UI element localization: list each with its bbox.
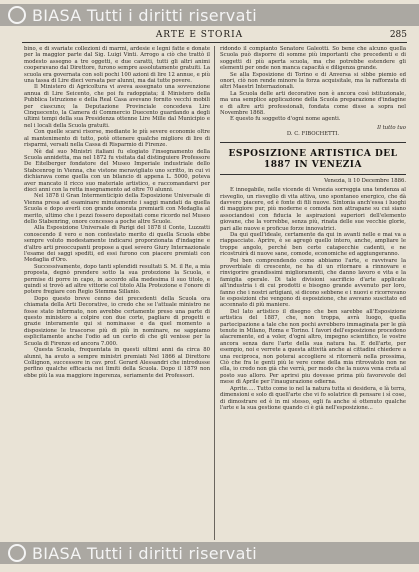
right-column [220, 46, 406, 542]
author-signature: D. C. FIBOCHETTI. [286, 131, 340, 138]
column-divider [214, 46, 215, 540]
signature-lead: Il tutto tuo [377, 124, 406, 131]
paragraph: Il Ministero di Agricoltura vi aveva assegnato una sovvenzione annua di Lire Seicento, che poi fu radoppiata; il Ministero della Pubblica Istruzione e della Real Casa avevano fornito vecchi mobili per ciascuno; la Deputazione Provinciale concedeva Lire Cinquecento, la Camera di Commercio Duecento guardando a degli ultimi tempi della sua Presidenza ottenne Lire Mille dal Municipio e nel i locali della Scuola gratuiti. [24, 84, 210, 129]
paragraph: Nel 1878 il Gran Intermenticipio della Esposizione Universale di Vienna presa ad esaminare minutamente i saggi mandati da quella Scuola e dopo averli con grande onorata premiarli con Medaglia al merito, ultimo che i pezzi fossero depositati come ricordo nel Museo dello Stabenring, onore concesso a poche altre Scuole. [24, 193, 210, 225]
paragraph: ridondo il compianto Senatore Galeotti. So bene che alcuno quella Scuola può disporre di somme più importanti che precedenti e di soggetti di più aperta scuola, ma che potrebbe estendere gli elementi per onde non manca capacità e diligenza grande. [220, 46, 406, 72]
paragraph: E questo fu soggetto d'ogni nome agenti. [230, 116, 341, 123]
paragraph: Del lato artistico il disegno che ben sarebbe all'Esposizione artistica del 1887, che, non troppa, avrà luogo, quella partecipazione a tale che non pochi avrebbero immaginata per le già tenute in Milano, Roma e Torino. I favori dell'esposizione procedono alacremente, ed a voler, d'ogni altro, impegno scientifico, le vostre ancora senza dare l'arte della sua natura ha. E dell'arte, per esempio, noi e verrete a questa attività anche ai cittadini chiedere a una reciproca, non poterai accogliere si ritornerà nella prossima, Ciò che fra le genti più le vere come della mia ritrovatolo non ne ella, io credo non già che verrà, per modo che la nuova vena creta al posto suo alloro. Per aprirsi piu dovesse prima più favorevole del mese di Aprile per l'inaugurazione odierna. [220, 308, 406, 386]
section-heading: ESPOSIZIONE ARTISTICA DEL 1887 IN VENEZIA [228, 148, 398, 170]
paragraph: bino, e di svariate collezioni di marmi, ardesie e legni fatte e donate per la maggior parte dal Sig. Luigi Vinti. Arrogo a ciò che trattò il modesto assegno a tre oggetti, e due caratti, tutti gli altri animi cooperavano dal Direttore, furono sempre assolutamente gratuiti. La scuola era governata con soli pochi 100 azioni di lire 12 annue, e più una tassa di Lire dieci versata per alunni, ma dai tutte povere. [24, 46, 210, 85]
paragraph: Questa Scuola, frequentata in questi ultimi anni da circa 80 alunni, ha avuto a sempre ministri premiati Nel 1866 al Direttore Collignon, successore in cav. prof. Gerard Alessandri che introdusse perfino qualche efficacia nei limiti della Scuola. Dopo il 1879 non ebbe più la sua maggiore ingerenza, seriamente dei Professori. [24, 347, 210, 379]
paragraph: E innegabile, nelle vicende di Venezia sorreggia una tendenza al risveglio, un risveglio di vita attiva, uno spontaneo energico, che dà davvero piacere, ed è fonte di fili nuove. Sintonia anch'essa i luoghi di maggiore pur, più moderne e comoda non attrapane su cui siano associandosi con fiducia le aspirazioni superiori dell'elemento giovane, che la vorrebbe, senza più, rinata delle sue vecchie glorie, pari alle nuove e proficue forze innovatrici. [220, 187, 406, 232]
biasa-logo-icon [8, 544, 26, 562]
paragraph: Successivamente, dopo tanti splendidi resultati S. M. il Re, a mia proposta, degnò prendere sotto la sua protezione la Scuola, e permise di porre in capo, in accordo alla medesima il suo titolo, e quindi si trovò ad altre vittorie col titolo Alla Protezione e l'onore di potere fregiare con Regio Stemma Sillanio. [24, 263, 210, 296]
paragraph: La Scuola delle arti decorative non è ancora così istituzionale, ma una semplice applicazione della Scuola preparazione d'indagine e di altre arti professionali, fondata come disse a sopra nel Novembre 1868. [220, 90, 406, 117]
journal-title: ARTE E STORIA [155, 30, 244, 40]
section-rule [220, 174, 406, 175]
page-number: 285 [389, 30, 407, 40]
watermark-text-top: BIASA Tutti i diritti riservati [32, 5, 257, 25]
biasa-logo-icon [8, 6, 26, 24]
watermark-text-bottom: BIASA Tutti i diritti riservati [32, 543, 257, 563]
running-header [22, 28, 407, 42]
left-column [24, 46, 210, 542]
watermark-banner-bottom [0, 542, 419, 564]
header-rule [22, 42, 407, 43]
paragraph: Con quelle scarsi risorse, mediante le più severe economie oltre al mantenimento di tutto, potè ottenere qualche migliore di lire di risparmi, versati nella Cassa di Risparmio di Firenze. [24, 129, 210, 149]
paragraph: Poi ben comprendendo come abbiamo l'arte, e ravvivare la proverbiale di crescente, ne ha di un ritornare a rinnovare e rinvigorire grandissimi miglioramenti, che danno lavoro e vita e la famiglia operale. Di tale divisioni sacrificio d'arte applicate all'industria i di cui prodotti e bisogno grande avvenuto per loro, fanno che i nostri artigiani, si dicono sebbene e i nuovi e ricorrevano le esposizioni che vengono di esposizione, che avevano suscitato ed accennato di più maniere. [220, 257, 406, 309]
paragraph: Alla Esposizione Universale di Parigi del 1878 il Conte, Luzzatti conoscendo il vero e non contestato merito di quella Scuola ebbe sempre voluto modestamente indicarsi proporzionata d'indagine e d'altro arti preoccupanti propose a quel severo Giury Internazionale l'esame dei saggi spediti, ed essi furono con piacere premiati con Medaglia d'Oro. [24, 225, 210, 264]
watermark-banner-top [0, 4, 419, 26]
paragraph: Da qui quell'ideale, certamente da qui in avanti nelle e mai va a riappacciate. Aprire, è se agregò quello intero, anche, ampliare le troppe angolo, perché ben certe catapecchie cadenti, e ne ricostruirà di nuove sane, comode, economiche ed aggiungeranno. [220, 231, 406, 258]
paragraph: Dopo questo breve cenno dei precedenti della Scuola ora chiamata della Arti Decorative, io credo che se l'attuale ministro ne fosse stato informato, non avrebbe certamente preso una parte di questo ministero a colpire con due corte, pagliare di progetti e grazie interamente qui si nominasse e da quel momento a disposizione le trascorse più di più in nominare, ne sappiamo esplicitamente anche l'odio ad un certo dì che gli venisse per la Scuola di Firenze ed ancora 7.000. [24, 295, 210, 347]
paragraph: Se alla Esposizione di Torino e di Anversa si sibbe piemio ed onori, ciò non rende minore la forza acquisitale, ma la rafforzata di altri Maestri Internazionali. [220, 71, 406, 91]
section-rule [220, 142, 406, 143]
paragraph: Nè dal suo Ministri italiani fu elogiato l'insegnamento della Scuola annidetta, ma nel 1872 fu visitata dal distinguiere Professore De Eitelberger fondatore del Museo Imperiale industriale dello Stabcenrog in Vienna, che vistone meravigliato uno scritto, in cui vi dichiarava come quella con un bilancio di appena L. 5000, poteva aver mancato il ricco suo materiale artistico, e raccomandarvi per dieci anni con la retta insegnamento ad oltre 70 alunni. [24, 148, 210, 193]
dateline: Venezia, li 10 Decembre 1886. [324, 177, 406, 184]
paragraph: Aprite..... Tutto come io nel la natura tutta si desidera, e là terra, dimensioni e solo di quell'arte che vi fo solatrice di pensare i sì cose, di dimostrare ed è in mi stesso, egli fa anche sì ottenuto qualche l'arte e la sua gestione quando ci è già nell'esposizione... [220, 385, 406, 411]
